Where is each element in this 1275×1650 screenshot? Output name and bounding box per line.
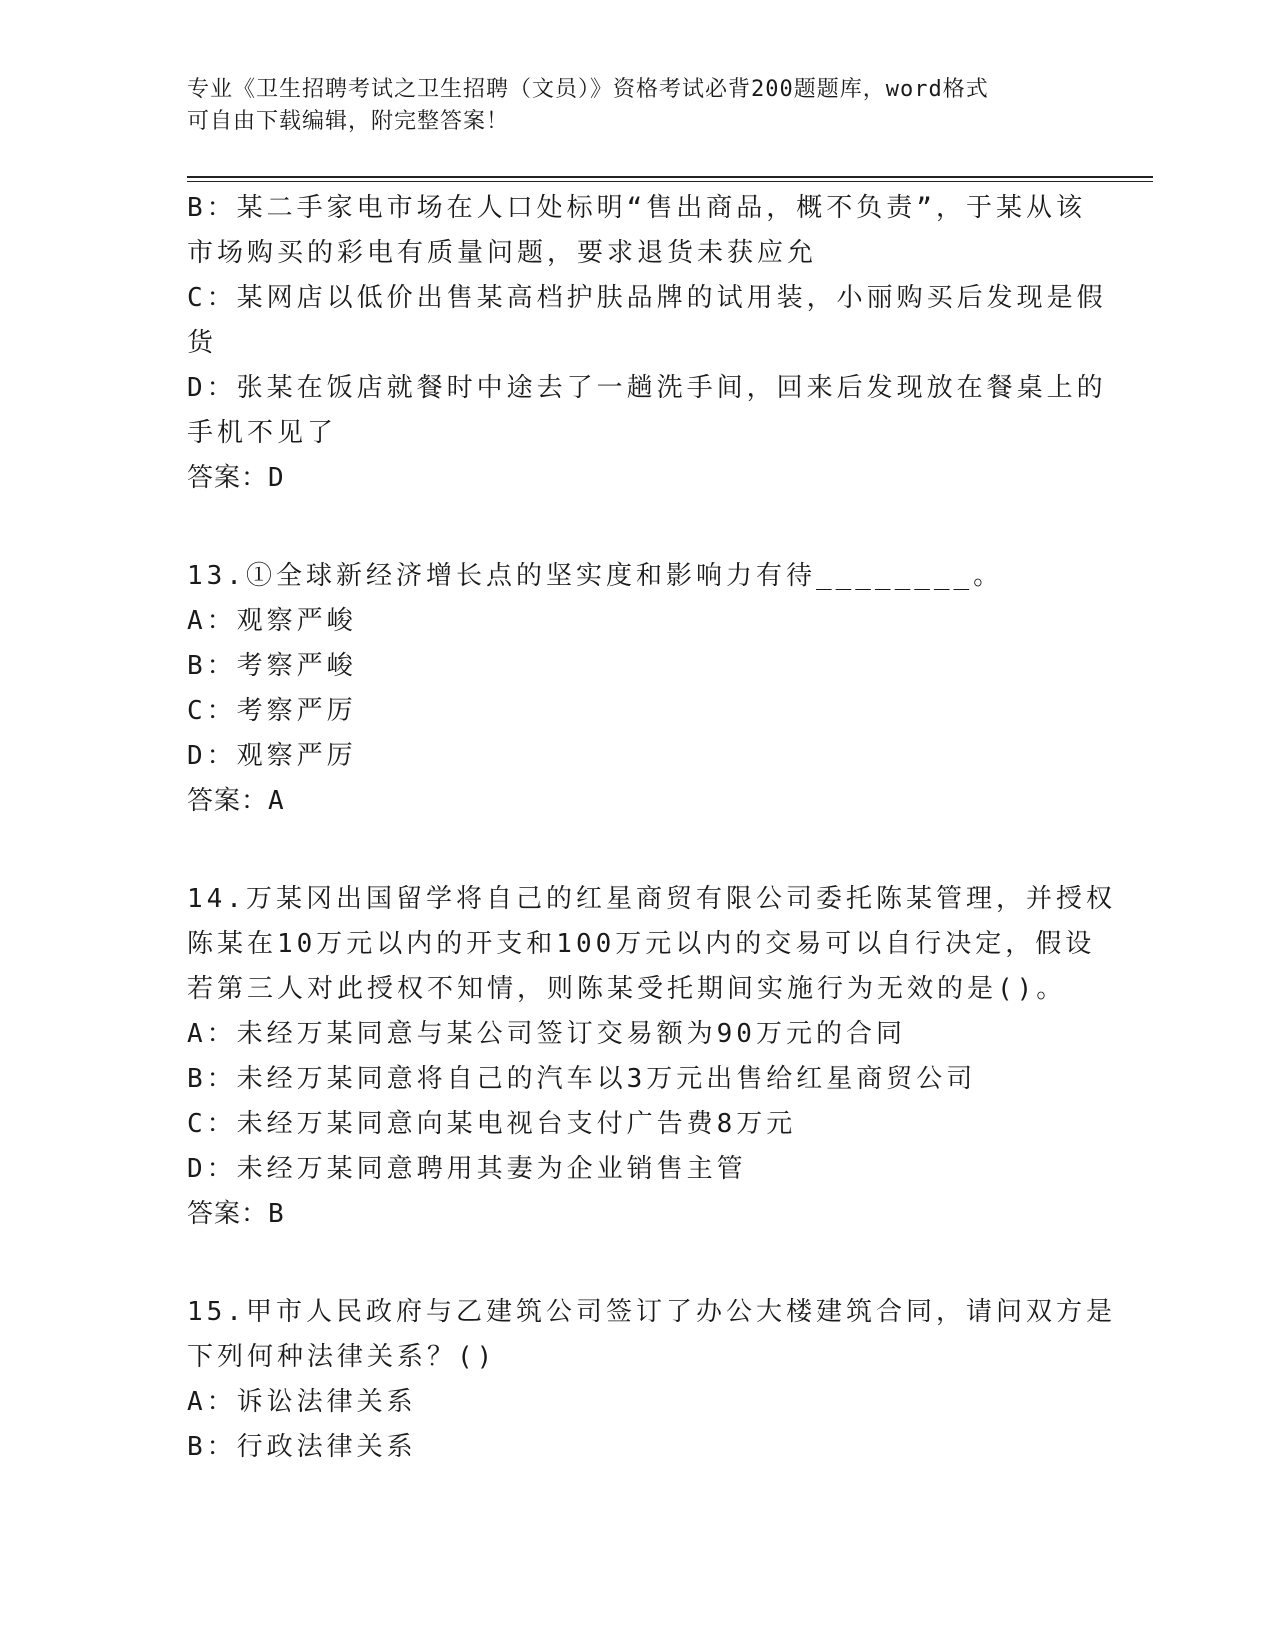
spacer [187, 824, 1082, 877]
question-15 [187, 1290, 1116, 1470]
option-b-line-2: 市场购买的彩电有质量问题，要求退货未获应允 [187, 238, 818, 268]
answer: 答案：B [187, 1199, 285, 1229]
option-d: D：观察严厉 [187, 741, 357, 771]
question-13 [187, 554, 1082, 824]
document-header [187, 74, 1067, 138]
option-a: A：诉讼法律关系 [187, 1387, 417, 1417]
question-14 [187, 877, 1116, 1237]
question-stem-line-2: 下列何种法律关系？() [187, 1342, 497, 1372]
option-b: B：未经万某同意将自己的汽车以3万元出售给红星商贸公司 [187, 1064, 977, 1094]
question-stem: 13.①全球新经济增长点的坚实度和影响力有待________。 [187, 561, 1004, 591]
option-c-line-2: 货 [187, 328, 218, 358]
header-line-1: 专业《卫生招聘考试之卫生招聘（文员）》资格考试必背200题题库，word格式 [187, 77, 989, 102]
question-12 [187, 186, 1107, 501]
question-stem-line-2: 陈某在10万元以内的开支和100万元以内的交易可以自行决定，假设 [187, 929, 1096, 959]
option-d-line-2: 手机不见了 [187, 418, 338, 448]
answer: 答案：A [187, 786, 285, 816]
option-c-line-1: C：某网店以低价出售某高档护肤品牌的试用装，小丽购买后发现是假 [187, 283, 1107, 313]
header-divider-thick [187, 176, 1153, 178]
option-d: D：未经万某同意聘用其妻为企业销售主管 [187, 1154, 747, 1184]
option-b: B：考察严峻 [187, 651, 357, 681]
option-d-line-1: D：张某在饭店就餐时中途去了一趟洗手间，回来后发现放在餐桌上的 [187, 373, 1107, 403]
header-line-2: 可自由下载编辑，附完整答案！ [187, 109, 510, 134]
header-divider-thin [187, 181, 1153, 182]
option-c: C：考察严厉 [187, 696, 357, 726]
option-a: A：观察严峻 [187, 606, 357, 636]
question-list [187, 186, 1116, 1470]
answer: 答案：D [187, 463, 285, 493]
option-b-line-1: B：某二手家电市场在人口处标明“售出商品，概不负责”，于某从该 [187, 193, 1086, 223]
option-b: B：行政法律关系 [187, 1432, 417, 1462]
question-stem-line-1: 14.万某冈出国留学将自己的红星商贸有限公司委托陈某管理，并授权 [187, 884, 1116, 914]
option-c: C：未经万某同意向某电视台支付广告费8万元 [187, 1109, 797, 1139]
spacer [187, 501, 1082, 554]
spacer [187, 1237, 1082, 1290]
question-stem-line-3: 若第三人对此授权不知情，则陈某受托期间实施行为无效的是()。 [187, 974, 1067, 1004]
option-a: A：未经万某同意与某公司签订交易额为90万元的合同 [187, 1019, 906, 1049]
question-stem-line-1: 15.甲市人民政府与乙建筑公司签订了办公大楼建筑合同，请问双方是 [187, 1297, 1116, 1327]
